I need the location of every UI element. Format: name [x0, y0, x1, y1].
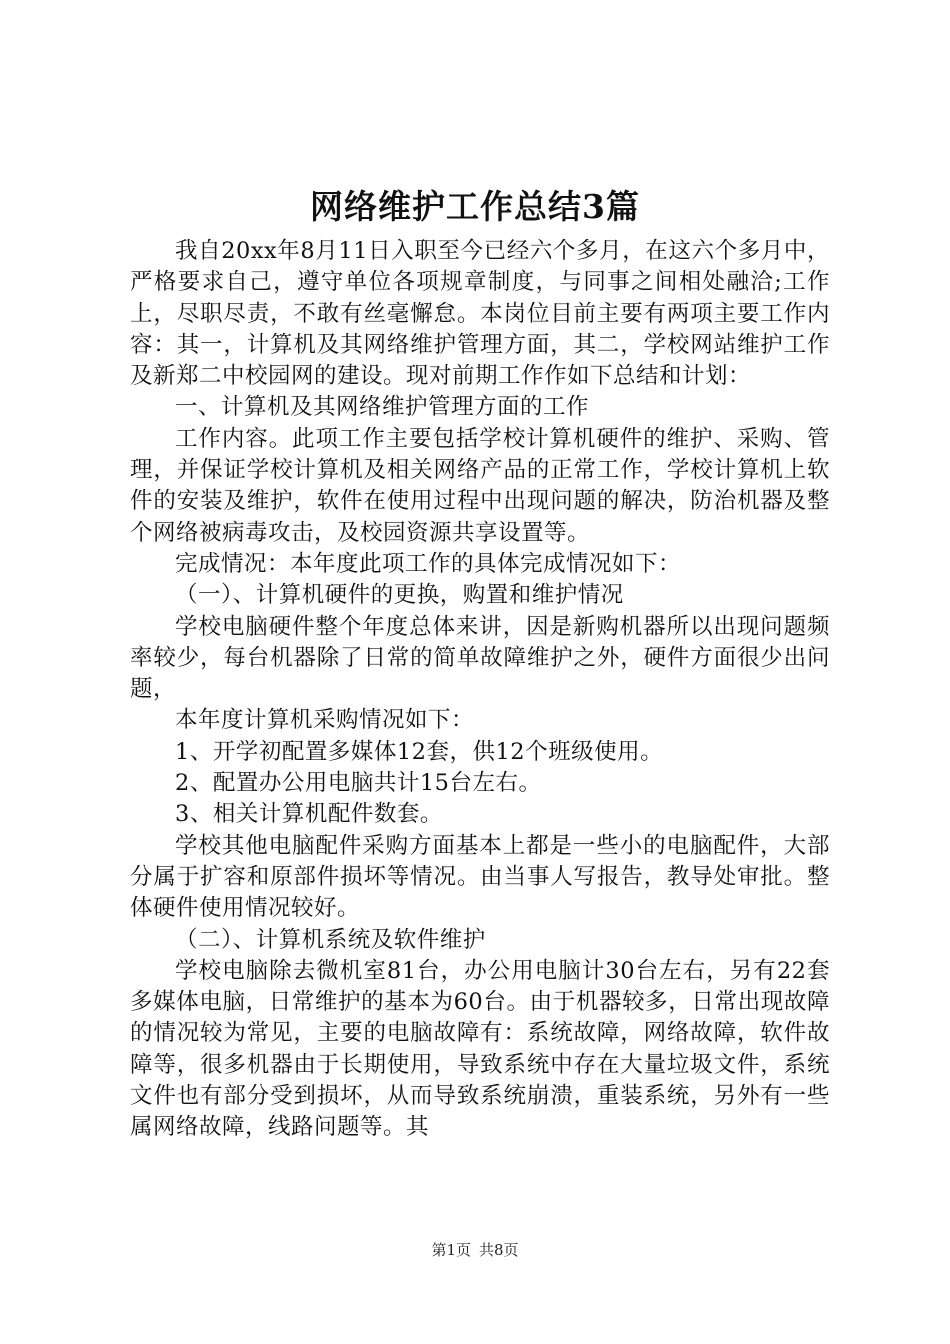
paragraph-purchase-intro: 本年度计算机采购情况如下： — [175, 707, 475, 734]
page-footer — [0, 1240, 950, 1260]
paragraph-intro: 我自20xx年8月11日入职至今已经六个多月，在这六个多月中，严格要求自己，遵守单位各项规章制度，与同事之间相处融洽;工作上，尽职尽责，不敢有丝毫懈怠。本岗位目前主要有两项主要工作内容：其一，计算机及其网络维护管理方面，其二，学校网站维护工作及新郑二中校园网的建设。现对前期工作作如下总结和计划： — [130, 238, 830, 390]
paragraph-system-maintenance: 学校电脑除去微机室81台，办公用电脑计30台左右，另有22套多媒体电脑，日常维护的基本为60台。由于机器较多，日常出现故障的情况较为常见，主要的电脑故障有：系统故障，网络故障，软件故障等，很多机器由于长期使用，导致系统中存在大量垃圾文件，系统文件也有部分受到损坏，从而导致系统崩溃，重装系统，另外有一些属网络故障，线路问题等。其 — [130, 957, 830, 1141]
document-body — [130, 236, 830, 1144]
document-title: 网络维护工作总结3篇 — [310, 187, 640, 226]
paragraph-completion: 完成情况：本年度此项工作的具体完成情况如下： — [175, 550, 682, 577]
list-item-1: 1、开学初配置多媒体12套，供12个班级使用。 — [175, 738, 664, 765]
heading-section-1: 一、计算机及其网络维护管理方面的工作 — [175, 394, 590, 421]
page-number: 第1页 — [431, 1241, 471, 1259]
heading-subsection-1: （一）、计算机硬件的更换，购置和维护情况 — [175, 582, 624, 609]
paragraph-hardware: 学校电脑硬件整个年度总体来讲，因是新购机器所以出现问题频率较少，每台机器除了日常的简单故障维护之外，硬件方面很少出问题， — [130, 613, 830, 703]
list-item-3: 3、相关计算机配件数套。 — [175, 801, 443, 828]
paragraph-accessories: 学校其他电脑配件采购方面基本上都是一些小的电脑配件，大部分属于扩容和原部件损坏等情况。由当事人写报告，教导处审批。整体硬件使用情况较好。 — [130, 832, 830, 922]
list-item-2: 2、配置办公用电脑共计15台左右。 — [175, 770, 542, 797]
heading-subsection-2: （二）、计算机系统及软件维护 — [175, 926, 486, 953]
paragraph-work-content: 工作内容。此项工作主要包括学校计算机硬件的维护、采购、管理，并保证学校计算机及相关网络产品的正常工作，学校计算机上软件的安装及维护，软件在使用过程中出现问题的解决，防治机器及整个网络被病毒攻击，及校园资源共享设置等。 — [130, 425, 830, 546]
page-total: 共8页 — [479, 1241, 519, 1259]
